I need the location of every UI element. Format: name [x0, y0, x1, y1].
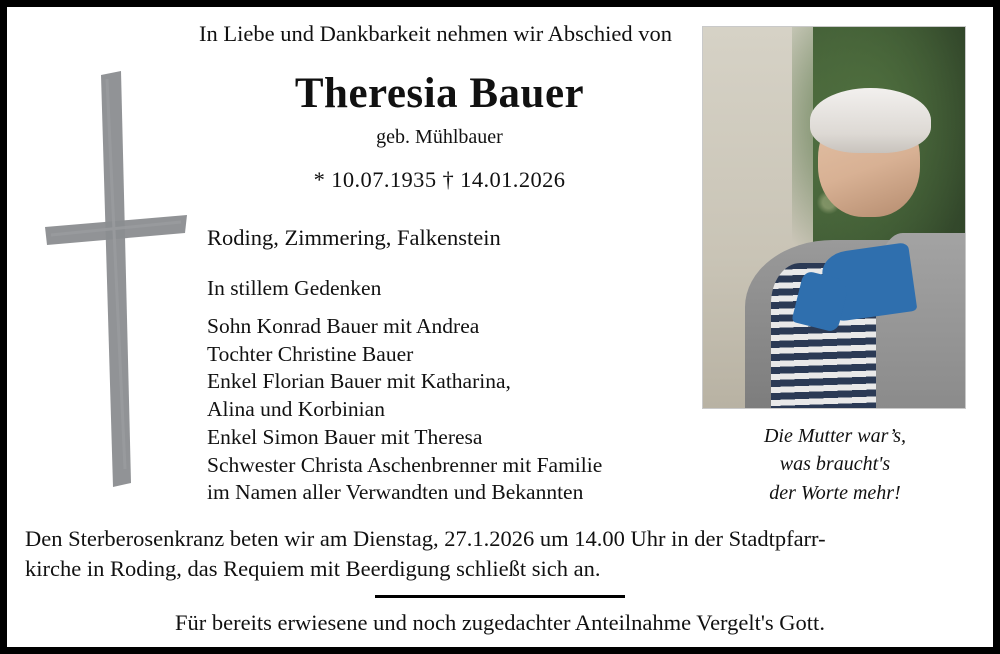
places-line: Roding, Zimmering, Falkenstein — [207, 225, 501, 250]
service-line-2: kirche in Roding, das Requiem mit Beerdigung schließt sich an. — [25, 555, 601, 581]
list-item: Sohn Konrad Bauer mit Andrea — [207, 314, 480, 338]
deceased-name: Theresia Bauer — [294, 70, 585, 117]
list-item: Tochter Christine Bauer — [207, 341, 414, 366]
service-block — [25, 524, 975, 636]
life-dates: * 10.07.1935 † 14.01.2026 — [313, 167, 566, 192]
quote-line: Die Mutter war’s, — [763, 425, 907, 447]
service-line-1: Den Sterberosenkranz beten wir am Dienstag, 27.1.2026 um 14.00 Uhr in der Stadtpfarr- — [25, 526, 826, 551]
closing-line: Für bereits erwiesene und noch zugedachter Anteilnahme Vergelt's Gott. — [175, 610, 825, 636]
list-item: Enkel Simon Bauer mit Theresa — [207, 424, 483, 449]
photo-hair — [810, 88, 931, 153]
portrait-image — [703, 27, 965, 408]
cross-icon — [35, 67, 195, 487]
service-details — [25, 524, 975, 583]
notice-headline: In Liebe und Dankbarkeit nehmen wir Abschied von — [199, 21, 672, 46]
notice-text-column — [197, 21, 682, 507]
list-item: Schwester Christa Aschenbrenner mit Familie — [207, 452, 603, 477]
maiden-name: geb. Mühlbauer — [376, 126, 503, 148]
portrait-photo — [702, 26, 966, 409]
list-item: Enkel Florian Bauer mit Katharina, — [207, 369, 511, 394]
memorial-quote — [704, 422, 966, 507]
quote-line: was braucht's — [779, 453, 891, 476]
quote-line: der Worte mehr! — [769, 481, 901, 504]
list-item: Alina und Korbinian — [207, 397, 385, 422]
obituary-inner — [7, 7, 993, 647]
list-item: im Namen aller Verwandten und Bekannten — [207, 480, 584, 505]
divider — [375, 595, 625, 598]
remembrance-line: In stillem Gedenken — [207, 276, 382, 300]
family-list — [197, 313, 682, 507]
